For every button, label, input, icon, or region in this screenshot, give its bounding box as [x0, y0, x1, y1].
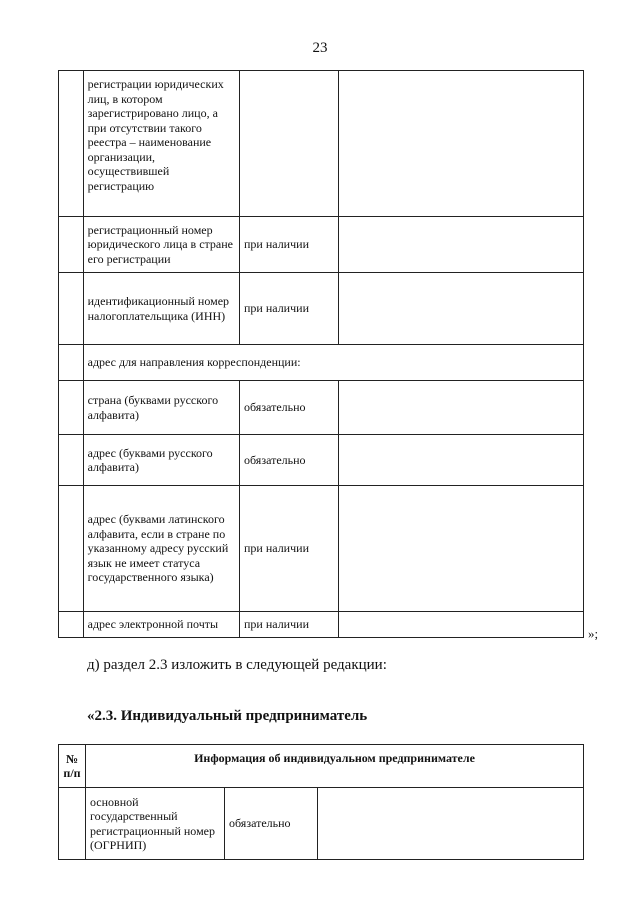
field-name-cell: регистрационный номер юридического лица в стране его регистрации	[83, 217, 239, 273]
field-name-cell: основной государственный регистрационный номер (ОГРНИП)	[86, 788, 225, 860]
amendment-instruction: д) раздел 2.3 изложить в следующей редакции:	[87, 657, 387, 673]
row-number-cell	[59, 71, 84, 217]
requirement-cell	[240, 71, 339, 217]
value-cell	[338, 435, 583, 486]
value-cell	[338, 71, 583, 217]
individual-entrepreneur-table	[58, 744, 584, 860]
table-row	[59, 71, 584, 217]
requirement-cell: обязательно	[240, 435, 339, 486]
table-header-row	[59, 745, 584, 788]
field-name-cell: страна (буквами русского алфавита)	[83, 381, 239, 435]
row-number-cell	[59, 217, 84, 273]
requirement-cell: обязательно	[240, 381, 339, 435]
header-info-cell: Информация об индивидуальном предпринимателе	[86, 745, 584, 788]
field-name-cell: регистрации юридических лиц, в котором зарегистрировано лицо, а при отсутствии такого реестра – наименование организации, осуществившей регистрацию	[83, 71, 239, 217]
row-number-cell	[59, 612, 84, 638]
row-number-cell	[59, 381, 84, 435]
section-heading: «2.3. Индивидуальный предприниматель	[87, 708, 368, 724]
table-row	[59, 612, 584, 638]
requirement-cell: обязательно	[225, 788, 318, 860]
table-row	[59, 217, 584, 273]
field-name-cell: адрес (буквами латинского алфавита, если в стране по указанному адресу русский язык не имеет статуса государственного языка)	[83, 486, 239, 612]
row-number-cell	[59, 273, 84, 345]
field-name-cell: идентификационный номер налогоплательщика (ИНН)	[83, 273, 239, 345]
requirement-cell: при наличии	[240, 486, 339, 612]
field-name-cell: адрес (буквами русского алфавита)	[83, 435, 239, 486]
legal-entity-info-table	[58, 70, 584, 638]
row-number-cell	[59, 435, 84, 486]
value-cell	[338, 612, 583, 638]
page-number: 23	[312, 40, 328, 56]
value-cell	[318, 788, 584, 860]
row-number-cell	[59, 486, 84, 612]
row-number-cell	[59, 788, 86, 860]
requirement-cell: при наличии	[240, 273, 339, 345]
table-row	[59, 486, 584, 612]
table-row	[59, 788, 584, 860]
table-row	[59, 435, 584, 486]
row-number-cell	[59, 345, 84, 381]
table-row	[59, 345, 584, 381]
requirement-cell: при наличии	[240, 217, 339, 273]
closing-quote: »;	[588, 626, 599, 641]
requirement-cell: при наличии	[240, 612, 339, 638]
table-row	[59, 381, 584, 435]
header-number-cell: № п/п	[59, 745, 86, 788]
address-subheading-cell: адрес для направления корреспонденции:	[83, 345, 583, 381]
table-row	[59, 273, 584, 345]
value-cell	[338, 217, 583, 273]
field-name-cell: адрес электронной почты	[83, 612, 239, 638]
value-cell	[338, 486, 583, 612]
value-cell	[338, 381, 583, 435]
value-cell	[338, 273, 583, 345]
